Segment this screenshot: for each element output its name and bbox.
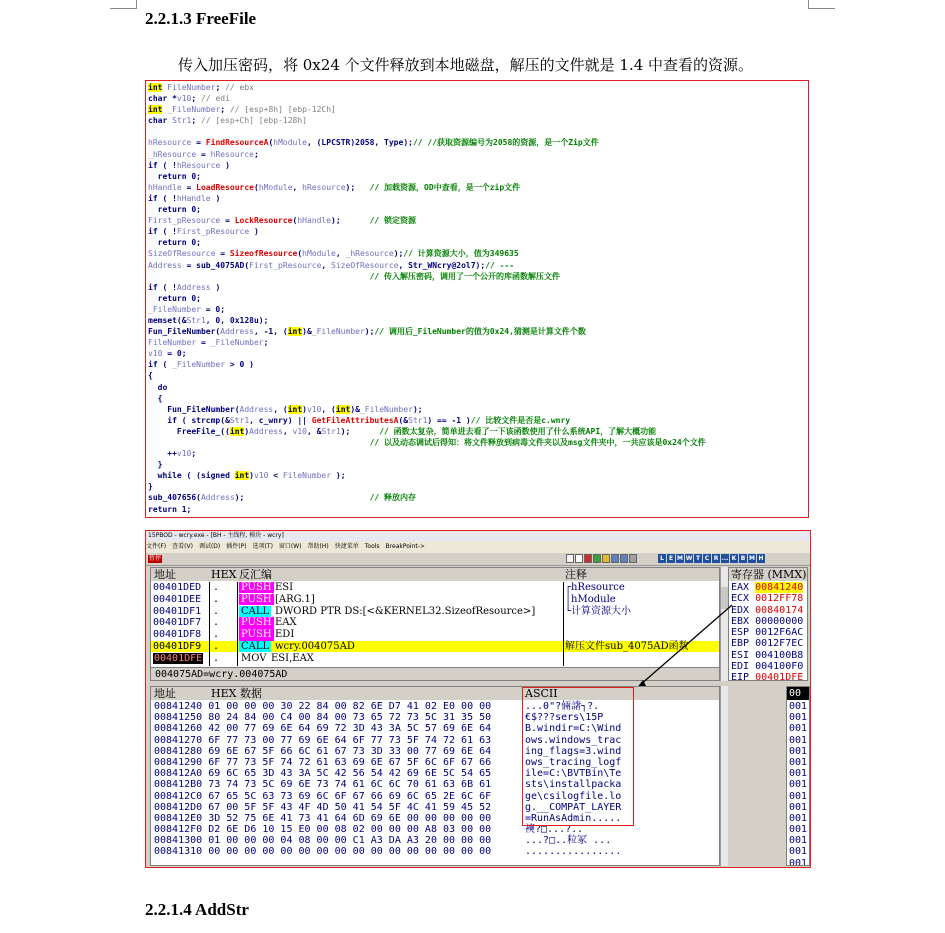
code-line: return 0; bbox=[148, 171, 201, 181]
code-line: if ( !hHandle ) bbox=[148, 193, 221, 203]
disasm-hex: . bbox=[213, 605, 220, 617]
dump-hex: 67 65 5C 63 73 69 6C 6F 67 66 69 6C 65 2E 6C 6F bbox=[208, 790, 492, 802]
menu-item[interactable]: 窗口(W) bbox=[278, 543, 302, 550]
code-line: if ( !Address ) bbox=[148, 282, 221, 292]
code-line: { bbox=[148, 371, 153, 381]
disasm-operands: EDI bbox=[275, 629, 295, 641]
code-line: { bbox=[148, 393, 163, 403]
code-line: while ( (signed int)v10 < FileNumber ); bbox=[148, 471, 346, 481]
code-line: ++v10; bbox=[148, 449, 197, 459]
register-value: 00840174 bbox=[755, 604, 804, 616]
code-line: SizeOfResource = SizeofResource(hModule, _hResource);// 计算资源大小，值为349635 bbox=[148, 249, 519, 259]
toolbar-window-button[interactable]: L bbox=[658, 554, 666, 563]
col-addr-header: 地址 bbox=[154, 568, 176, 581]
dump-row[interactable] bbox=[154, 802, 491, 813]
dump-ascii: B.windir=C:\Wind bbox=[525, 723, 622, 735]
stack-row: 001 bbox=[789, 745, 808, 757]
dump-ascii: ows_tracing_logf bbox=[525, 756, 622, 768]
dump-address: 00841310 bbox=[154, 846, 209, 858]
stack-row: 001 bbox=[789, 756, 808, 768]
toolbar-window-button[interactable]: ... bbox=[721, 555, 729, 562]
register-value: 0012F6AC bbox=[755, 627, 804, 639]
disasm-opcode: MOV bbox=[241, 652, 267, 664]
code-line: Fun_FileNumber(Address, (int)v10, (int)&_FileNumber); bbox=[148, 404, 423, 414]
disasm-comment: └计算资源大小 bbox=[565, 605, 632, 617]
dump-hex: 6F 77 73 5F 74 72 61 63 69 6E 67 5F 6C 6F 67 66 bbox=[208, 756, 492, 768]
register-value: 00401DFE bbox=[755, 672, 804, 681]
stack-row: 001 bbox=[789, 779, 808, 791]
disasm-address: 00401DF8 bbox=[153, 629, 202, 641]
stack-row: 001 bbox=[789, 835, 808, 847]
dump-row[interactable] bbox=[154, 824, 491, 835]
toolbar-window-button[interactable]: K bbox=[731, 555, 737, 562]
code-line: FileNumber = _FileNumber; bbox=[148, 338, 269, 348]
register-name: EBP bbox=[731, 638, 756, 650]
dump-ascii: 襫?□...?.. bbox=[525, 824, 584, 836]
dump-ascii: ................ bbox=[525, 846, 622, 858]
stack-row: 001 bbox=[789, 801, 808, 813]
section-heading-addstr: 2.2.1.4 AddStr bbox=[145, 900, 249, 919]
disasm-hex: . bbox=[213, 582, 220, 593]
dump-ascii: sts\installpacka bbox=[525, 779, 622, 791]
disasm-opcode: CALL bbox=[241, 641, 270, 652]
dump-hex: D2 6E D6 10 15 E0 00 08 02 00 00 00 A8 03 00 00 bbox=[208, 824, 492, 836]
code-line: // 传入解压密码，调用了一个公开的库函数解压文件 bbox=[369, 271, 561, 281]
register-value: 00000000 bbox=[755, 615, 804, 627]
disasm-address: 00401DFE bbox=[154, 652, 203, 664]
toolbar-window-button[interactable]: M bbox=[749, 555, 755, 562]
toolbar-window-button[interactable]: T bbox=[695, 555, 701, 562]
page-corner-mark-left bbox=[110, 0, 137, 9]
disasm-operands: DWORD PTR DS:[<&KERNEL32.SizeofResource>] bbox=[275, 605, 536, 617]
menu-item[interactable]: 选项(T) bbox=[252, 543, 273, 550]
dump-address: 008412A0 bbox=[154, 768, 209, 780]
toolbar-window-button[interactable]: B bbox=[740, 555, 746, 562]
debugger-screenshot bbox=[145, 530, 811, 868]
dump-scrollbar[interactable] bbox=[720, 686, 728, 866]
dump-address: 00841280 bbox=[154, 745, 209, 757]
disasm-opcode: CALL bbox=[241, 605, 270, 617]
dump-ascii: ge\csilogfile.lo bbox=[525, 790, 622, 802]
dump-address: 00841290 bbox=[154, 756, 209, 768]
register-value: 004100B8 bbox=[755, 649, 804, 661]
code-line: do bbox=[148, 382, 168, 392]
dump-row[interactable] bbox=[154, 813, 491, 824]
code-line: // 以及动态调试后得知：将文件释放到病毒文件夹以及msg文件夹中，一共应该是0x24个文件 bbox=[369, 438, 706, 447]
dump-address: 00841300 bbox=[154, 835, 209, 847]
code-line: hResource = FindResourceA(hModule, (LPCSTR)2058, Type);// //获取资源编号为2058的资源，是一个Zip文件 bbox=[148, 138, 599, 148]
disasm-address: 00401DF7 bbox=[153, 617, 202, 629]
dump-address: 008412D0 bbox=[154, 801, 209, 813]
dump-hex: 69 6E 67 5F 66 6C 61 67 73 3D 33 00 77 69 6E 64 bbox=[208, 745, 492, 757]
disasm-comment: │hModule bbox=[565, 593, 616, 605]
register-value: 004100F0 bbox=[755, 661, 804, 673]
dump-ascii: g.__COMPAT_LAYER bbox=[525, 801, 622, 813]
disasm-address: 00401DED bbox=[153, 582, 202, 593]
page-corner-mark-right bbox=[808, 0, 835, 9]
disasm-operands: ESI bbox=[275, 582, 294, 593]
stack-pane[interactable] bbox=[786, 686, 810, 866]
register-name: EAX bbox=[731, 582, 756, 593]
dump-col-hex: HEX 数据 bbox=[211, 687, 262, 700]
disasm-opcode: PUSH bbox=[241, 617, 272, 629]
register-name: EBX bbox=[731, 615, 756, 627]
code-line: _FileNumber = 0; bbox=[148, 304, 226, 314]
code-line: if ( strcmp(&Str1, c_wnry) || GetFileAttributesA(&Str1) == -1 )// 比较文件是否是c.wnry bbox=[148, 415, 571, 425]
dump-ascii: =RunAsAdmin..... bbox=[525, 812, 622, 824]
disasm-hex: . bbox=[213, 629, 220, 641]
register-name: ECX bbox=[731, 593, 756, 605]
dump-row[interactable] bbox=[154, 735, 491, 746]
dump-row[interactable] bbox=[154, 768, 491, 779]
stack-row: 001 bbox=[789, 846, 808, 858]
disasm-hex: . bbox=[213, 617, 220, 629]
ascii-highlight-box bbox=[522, 687, 634, 826]
col-hex-header: HEX bbox=[211, 568, 237, 581]
dump-address: 008412E0 bbox=[154, 812, 209, 824]
menu-item[interactable]: Tools bbox=[364, 543, 380, 550]
code-line: memset(&Str1, 0, 0x128u); bbox=[148, 315, 269, 325]
disasm-opcode: PUSH bbox=[241, 593, 272, 605]
menu-item[interactable]: 快捷菜单 bbox=[334, 543, 359, 550]
dump-hex: 42 00 77 69 6E 64 69 72 3D 43 3A 5C 57 69 6E 64 bbox=[208, 723, 492, 735]
dump-row[interactable] bbox=[154, 846, 491, 857]
stack-row: 001 bbox=[789, 824, 808, 836]
dump-row[interactable] bbox=[154, 779, 491, 790]
code-line: return 0; bbox=[148, 293, 201, 303]
code-line: int FileNumber; // ebx bbox=[148, 83, 254, 92]
menu-item[interactable]: 查看(V) bbox=[172, 543, 193, 550]
dump-hex: 67 00 5F 5F 43 4F 4D 50 41 54 5F 4C 41 59 45 52 bbox=[208, 801, 492, 813]
code-line: _hResource = hResource; bbox=[148, 149, 259, 159]
code-line: v10 = 0; bbox=[148, 349, 187, 359]
dump-hex: 73 74 73 5C 69 6E 73 74 61 6C 6C 70 61 63 6B 61 bbox=[208, 779, 492, 791]
code-line: Fun_FileNumber(Address, -1, (int)&_FileNumber);// 调用后_FileNumber的值为0x24,猜测是计算文件个数 bbox=[148, 327, 586, 337]
code-line bbox=[148, 126, 806, 137]
dump-hex: 3D 52 75 6E 41 73 41 64 6D 69 6E 00 00 00 00 00 bbox=[208, 812, 492, 824]
register-value: 0012F7EC bbox=[755, 638, 804, 650]
disasm-address: 00401DEE bbox=[153, 593, 202, 605]
code-line: return 0; bbox=[148, 238, 201, 248]
dump-ascii: ...?□..粒冢 ... bbox=[525, 835, 612, 847]
dump-header bbox=[151, 687, 720, 700]
dump-ascii: ...0"?倆譇┐?. bbox=[525, 701, 600, 712]
dump-row[interactable] bbox=[154, 835, 491, 846]
code-line: } bbox=[148, 482, 153, 492]
stack-row: 001 bbox=[789, 790, 808, 802]
dump-hex: 01 00 00 00 30 22 84 00 82 6E D7 41 02 E0 00 00 bbox=[208, 701, 492, 712]
disasm-hex: . bbox=[213, 593, 220, 605]
code-line: if ( !First_pResource ) bbox=[148, 227, 259, 237]
disasm-hex: . bbox=[213, 652, 220, 664]
code-line: Address = sub_4075AD(First_pResource, SizeOfResource, Str_WNcry@2ol7);// --- bbox=[148, 260, 515, 270]
stack-row: 001 bbox=[789, 723, 808, 735]
toolbar-window-button[interactable]: M bbox=[677, 555, 683, 562]
dump-hex: 6F 77 73 00 77 69 6E 64 6F 77 73 5F 74 72 61 63 bbox=[208, 734, 492, 746]
disasm-operands: wcry.004075AD bbox=[275, 641, 355, 652]
disasm-comment: 解压文件sub_4075AD函数 bbox=[565, 641, 689, 652]
code-line: FreeFile_((int)Address, v10, &Str1); // 函数太复杂，简单进去看了一下该函数使用了什么系统API，了解大概功能 bbox=[148, 426, 657, 436]
dump-address: 00841270 bbox=[154, 734, 209, 746]
code-line: return 0; bbox=[148, 205, 201, 215]
stack-row: 001 bbox=[789, 857, 808, 866]
info-line: 004075AD=wcry.004075AD bbox=[151, 667, 720, 681]
toolbar-window-button[interactable]: E bbox=[668, 555, 674, 562]
dump-hex: 01 00 00 00 04 08 00 00 C1 A3 DA A3 20 00 00 00 bbox=[208, 835, 492, 847]
register-name: EDX bbox=[731, 604, 756, 616]
registers-header: 寄存器 (MMX) bbox=[729, 568, 808, 581]
code-line: int _FileNumber; // [esp+8h] [ebp-12Ch] bbox=[148, 105, 336, 115]
dump-hex: 80 24 84 00 C4 00 84 00 73 65 72 73 5C 31 35 50 bbox=[208, 712, 492, 724]
dump-address: 00841240 bbox=[154, 701, 209, 712]
toolbar-window-button[interactable]: R bbox=[713, 555, 719, 562]
dump-hex: 00 00 00 00 00 00 00 00 00 00 00 00 00 00 00 00 bbox=[208, 846, 492, 858]
disasm-address: 00401DF1 bbox=[153, 605, 202, 617]
stack-row: 001 bbox=[789, 768, 808, 780]
dump-hex: 69 6C 65 3D 43 3A 5C 42 56 54 42 69 6E 5C 54 65 bbox=[208, 768, 492, 780]
section-heading-freefile: 2.2.1.3 FreeFile bbox=[145, 9, 257, 28]
disasm-operands: ESI,EAX bbox=[271, 652, 314, 664]
code-line: if ( _FileNumber > 0 ) bbox=[148, 360, 254, 370]
dump-row[interactable] bbox=[154, 701, 491, 712]
disasm-opcode: PUSH bbox=[241, 629, 272, 641]
code-line: hHandle = LoadResource(hModule, hResource); // 加载资源，OD中查看，是一个zip文件 bbox=[148, 182, 521, 192]
toolbar-window-button[interactable]: W bbox=[685, 555, 693, 562]
dump-ascii: ing_flags=3.wind bbox=[525, 745, 622, 757]
toolbar-window-button[interactable]: C bbox=[704, 555, 710, 562]
description-paragraph: 传入加压密码，将 0x24 个文件释放到本地磁盘，解压的文件就是 1.4 中查看的资源。 bbox=[178, 56, 754, 74]
dump-address: 008412C0 bbox=[154, 790, 209, 802]
dump-row[interactable] bbox=[154, 746, 491, 757]
dump-ascii: ows.windows_trac bbox=[525, 734, 622, 746]
code-line: return 1; bbox=[148, 504, 192, 514]
register-name: EDI bbox=[731, 661, 756, 673]
dump-address: 00841260 bbox=[154, 723, 209, 735]
col-disasm-header: 反汇编 bbox=[239, 568, 272, 581]
register-value: 00841240 bbox=[755, 582, 804, 593]
menu-item[interactable]: 调试(D) bbox=[198, 543, 221, 550]
dump-ascii: ile=C:\BVTBin\Te bbox=[525, 768, 622, 780]
register-name: ESP bbox=[731, 627, 756, 639]
disasm-address: 00401DF9 bbox=[153, 641, 202, 652]
dump-row[interactable] bbox=[154, 712, 491, 723]
memory-dump-pane[interactable] bbox=[150, 686, 720, 866]
stack-row: 001 bbox=[789, 701, 808, 712]
dump-ascii: €$???sers\15P bbox=[525, 712, 604, 724]
code-line: sub_407656(Address); // 释放内存 bbox=[148, 493, 417, 503]
dump-row[interactable] bbox=[154, 757, 491, 768]
register-value: 0012FF78 bbox=[755, 593, 804, 605]
disasm-opcode: PUSH bbox=[241, 582, 272, 593]
dump-address: 00841250 bbox=[154, 712, 209, 724]
menu-item[interactable]: 文件(F) bbox=[146, 543, 167, 550]
code-line: First_pResource = LockResource(hHandle); // 锁定资源 bbox=[148, 216, 417, 226]
code-listing-box bbox=[145, 80, 809, 518]
dump-col-addr: 地址 bbox=[154, 687, 176, 700]
disasm-operands: EAX bbox=[275, 617, 297, 629]
code-line: if ( !hResource ) bbox=[148, 160, 230, 170]
dump-col-ascii: ASCII bbox=[525, 687, 558, 700]
dump-address: 008412B0 bbox=[154, 779, 209, 791]
code-line: char Str1; // [esp+Ch] [ebp-128h] bbox=[148, 116, 307, 126]
code-line: char *v10; // edi bbox=[148, 94, 230, 104]
menu-item[interactable]: 插件(P) bbox=[226, 543, 247, 550]
disasm-comment: ┌hResource bbox=[565, 582, 625, 593]
register-name: EIP bbox=[731, 672, 756, 681]
menu-item[interactable]: BreakPoint-> bbox=[385, 543, 425, 550]
debugger-title: 15PBOD - wcry.exe - [BH - 主线程, 模块 - wcry] bbox=[146, 531, 810, 541]
disasm-operands: [ARG.1] bbox=[275, 593, 315, 605]
code-line: } bbox=[148, 460, 163, 470]
menu-item[interactable]: 帮助(H) bbox=[307, 543, 329, 550]
register-name: ESI bbox=[731, 649, 756, 661]
stack-row: 001 bbox=[789, 712, 808, 724]
toolbar-window-button[interactable]: H bbox=[758, 555, 764, 562]
dump-address: 008412F0 bbox=[154, 824, 209, 836]
dump-row[interactable] bbox=[154, 723, 491, 734]
col-comment-header: 注释 bbox=[565, 568, 587, 581]
dump-row[interactable] bbox=[154, 791, 491, 802]
pause-status: 暂停 bbox=[148, 555, 161, 562]
stack-row: 001 bbox=[789, 734, 808, 746]
stack-row: 001 bbox=[789, 812, 808, 824]
stack-header: 00 bbox=[787, 687, 810, 700]
disasm-hex: . bbox=[213, 641, 220, 652]
